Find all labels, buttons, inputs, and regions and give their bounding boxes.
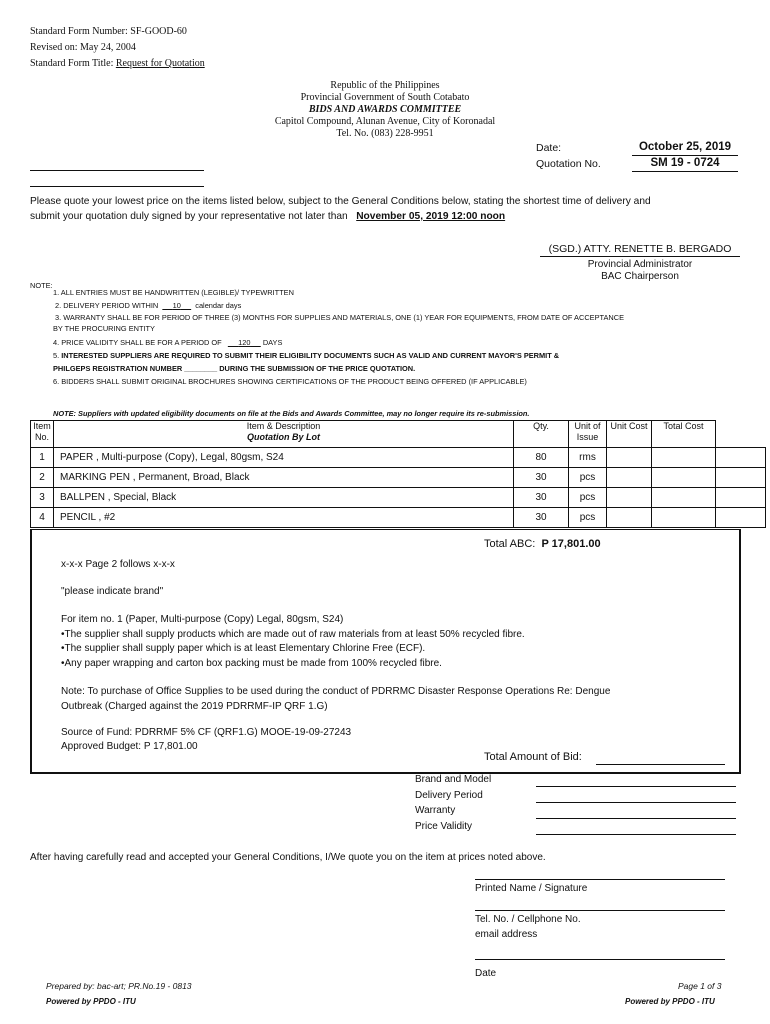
- delivery-label: Delivery Period: [415, 790, 483, 801]
- abc-line: [484, 538, 601, 550]
- form-title-prefix: Standard Form Title:: [30, 58, 116, 69]
- abc-label: Total ABC:: [484, 538, 536, 550]
- form-number: Standard Form Number: SF-GOOD-60: [30, 26, 187, 37]
- signature-field[interactable]: [475, 879, 725, 880]
- approved-budget: Approved Budget: P 17,801.00: [61, 741, 198, 752]
- validity-label: Price Validity: [415, 821, 473, 832]
- note-5-text: INTERESTED SUPPLIERS ARE REQUIRED TO SUBMIT THEIR ELIGIBILITY DOCUMENTS SUCH AS VALID AND CURRENT MAYOR'S PERMIT &: [61, 351, 560, 360]
- spec-bullet-1: •The supplier shall supply products which are made out of raw materials from at least 50% recycled fibre.: [61, 629, 525, 640]
- page2-note: x-x-x Page 2 follows x-x-x: [61, 559, 175, 570]
- validity-field[interactable]: [536, 834, 736, 835]
- office-line-2: Provincial Government of South Cotabato: [300, 92, 470, 103]
- col-description: Item & Description Quotation By Lot: [54, 421, 514, 448]
- brand-note: "please indicate brand": [61, 586, 164, 597]
- table-row: [31, 508, 766, 528]
- row-no: 3: [31, 488, 54, 508]
- office-block: [185, 80, 585, 140]
- form-revised: Revised on: May 24, 2004: [30, 42, 136, 53]
- purpose-note-1: Note: To purchase of Office Supplies to be used during the conduct of PDRRMC Disaster Response Operations Re: Dengue: [61, 686, 611, 697]
- date-underline: [632, 155, 738, 156]
- office-address: Capitol Compound, Alunan Avenue, City of Koronadal: [274, 116, 496, 127]
- row-blank: [716, 508, 766, 528]
- note-4-prefix: 4. PRICE VALIDITY SHALL BE FOR A PERIOD OF: [53, 338, 222, 347]
- note-3a: 3. WARRANTY SHALL BE FOR PERIOD OF THREE (3) MONTHS FOR SUPPLIES AND MATERIALS, ONE (1) YEAR FOR EQUIPMENTS, FROM DATE OF ACCEPTANCE: [55, 313, 625, 322]
- fund-source: Source of Fund: PDRRMF 5% CF (QRF1.G) MOOE-19-09-27243: [61, 727, 352, 738]
- table-row: [31, 448, 766, 468]
- notes-label: NOTE:: [30, 281, 53, 290]
- date-label: Date:: [536, 142, 562, 154]
- supplier-address-line[interactable]: [30, 186, 204, 187]
- supplier-name-line[interactable]: [30, 170, 204, 171]
- total-bid-field[interactable]: [596, 764, 725, 765]
- row-qty: 80: [514, 448, 569, 468]
- date-value: October 25, 2019: [638, 141, 732, 153]
- date-field[interactable]: [475, 959, 725, 960]
- intro-line-1: Please quote your lowest price on the items listed below, subject to the General Conditions below, stating the shortest time of delivery and: [30, 196, 651, 207]
- row-unit: rms: [569, 448, 607, 468]
- table-header-row: [31, 421, 766, 448]
- total-bid-label: Total Amount of Bid:: [484, 751, 582, 763]
- note-6: 6. BIDDERS SHALL SUBMIT ORIGINAL BROCHURES SHOWING CERTIFICATIONS OF THE PRODUCT BEING OFFERED (IF APPLICABLE): [53, 377, 527, 386]
- row-no: 1: [31, 448, 54, 468]
- eligibility-note: NOTE: Suppliers with updated eligibility documents on file at the Bids and Awards Committee, may no longer require its re-submission.: [53, 409, 530, 418]
- quotation-underline: [632, 171, 738, 172]
- signatory-title-2: BAC Chairperson: [601, 271, 679, 282]
- row-desc: MARKING PEN , Permanent, Broad, Black: [54, 468, 514, 488]
- row-total-cost[interactable]: [652, 488, 716, 508]
- closing-statement: After having carefully read and accepted your General Conditions, I/We quote you on the item at prices noted above.: [30, 852, 546, 863]
- col-unit: Unit of Issue: [569, 421, 607, 448]
- powered-right: Powered by PPDO - ITU: [625, 997, 715, 1006]
- note-4-suffix: DAYS: [262, 338, 283, 347]
- deadline: November 05, 2019 12:00 noon: [356, 211, 506, 222]
- office-tel: Tel. No. (083) 228-9951: [336, 128, 434, 139]
- quotation-label: Quotation No.: [536, 158, 601, 170]
- abc-value: P 17,801.00: [541, 538, 601, 550]
- col-qty: Qty.: [514, 421, 569, 448]
- signatory-name: (SGD.) ATTY. RENETTE B. BERGADO: [548, 243, 732, 255]
- note-2-value: [162, 301, 191, 310]
- note-4: [53, 338, 282, 347]
- col-item-no: Item No.: [31, 421, 54, 448]
- row-total-cost[interactable]: [652, 468, 716, 488]
- signatory-title-1: Provincial Administrator: [587, 259, 693, 270]
- signatory-underline: [540, 256, 740, 257]
- col-unit-cost: Unit Cost: [607, 421, 652, 448]
- date-sign-label: Date: [475, 968, 497, 979]
- table-row: [31, 488, 766, 508]
- prepared-by: Prepared by: bac-art; PR.No.19 - 0813: [46, 981, 192, 991]
- powered-left: Powered by PPDO - ITU: [46, 997, 136, 1006]
- row-blank: [716, 448, 766, 468]
- form-title: [30, 56, 205, 72]
- spec-bullet-3: •Any paper wrapping and carton box packing must be made from 100% recycled fibre.: [61, 658, 442, 669]
- email-label: email address: [475, 929, 538, 940]
- warranty-label: Warranty: [415, 805, 456, 816]
- note-1: 1. ALL ENTRIES MUST BE HANDWRITTEN (LEGIBLE)/ TYPEWRITTEN: [53, 288, 294, 297]
- intro-line-2: [30, 211, 505, 222]
- row-blank: [716, 468, 766, 488]
- row-desc: PAPER , Multi-purpose (Copy), Legal, 80gsm, S24: [54, 448, 514, 468]
- note-2: [55, 301, 241, 310]
- row-blank: [716, 488, 766, 508]
- brand-model-field[interactable]: [536, 786, 736, 787]
- row-unit: pcs: [569, 488, 607, 508]
- spec-bullet-2: •The supplier shall supply paper which is at least Elementary Chlorine Free (ECF).: [61, 643, 426, 654]
- row-desc: BALLPEN , Special, Black: [54, 488, 514, 508]
- row-unit: pcs: [569, 468, 607, 488]
- quotation-value: SM 19 - 0724: [650, 157, 720, 169]
- office-committee: BIDS AND AWARDS COMMITTEE: [308, 104, 462, 115]
- tel-field[interactable]: [475, 910, 725, 911]
- row-unit-cost[interactable]: [607, 508, 652, 528]
- warranty-field[interactable]: [536, 818, 736, 819]
- row-qty: 30: [514, 508, 569, 528]
- purpose-note-2: Outbreak (Charged against the 2019 PDRRMF-IP QRF 1.G): [61, 701, 328, 712]
- note-5b: PHILGEPS REGISTRATION NUMBER ________ DURING THE SUBMISSION OF THE PRICE QUOTATION.: [53, 364, 416, 373]
- row-qty: 30: [514, 488, 569, 508]
- note-5a: [53, 351, 559, 360]
- note-5-number: 5.: [53, 351, 62, 360]
- page-number: Page 1 of 3: [678, 981, 722, 991]
- note-3b: BY THE PROCURING ENTITY: [53, 324, 155, 333]
- delivery-field[interactable]: [536, 802, 736, 803]
- note-4-value: [228, 338, 261, 347]
- note-2-value-text: 10: [172, 301, 181, 310]
- office-line-1: Republic of the Philippines: [330, 80, 440, 91]
- note-4-value-text: 120: [238, 338, 251, 347]
- item1-spec: For item no. 1 (Paper, Multi-purpose (Copy) Legal, 80gsm, S24): [61, 614, 344, 625]
- row-no: 4: [31, 508, 54, 528]
- row-unit-cost[interactable]: [607, 448, 652, 468]
- row-total-cost[interactable]: [652, 448, 716, 468]
- row-unit-cost[interactable]: [607, 488, 652, 508]
- row-unit-cost[interactable]: [607, 468, 652, 488]
- row-desc: PENCIL , #2: [54, 508, 514, 528]
- signature-label: Printed Name / Signature: [475, 883, 588, 894]
- intro-line-2-text: submit your quotation duly signed by your representative not later than: [30, 211, 348, 222]
- row-total-cost[interactable]: [652, 508, 716, 528]
- tel-label: Tel. No. / Cellphone No.: [475, 914, 581, 925]
- col-total-cost: Total Cost: [652, 421, 716, 448]
- row-no: 2: [31, 468, 54, 488]
- table-row: [31, 468, 766, 488]
- row-unit: pcs: [569, 508, 607, 528]
- items-table: [30, 420, 766, 528]
- note-2-prefix: 2. DELIVERY PERIOD WITHIN: [55, 301, 159, 310]
- brand-model-label: Brand and Model: [415, 774, 492, 785]
- row-qty: 30: [514, 468, 569, 488]
- form-title-value: Request for Quotation: [115, 58, 205, 69]
- col-blank: [716, 421, 766, 448]
- note-2-suffix: calendar days: [195, 301, 242, 310]
